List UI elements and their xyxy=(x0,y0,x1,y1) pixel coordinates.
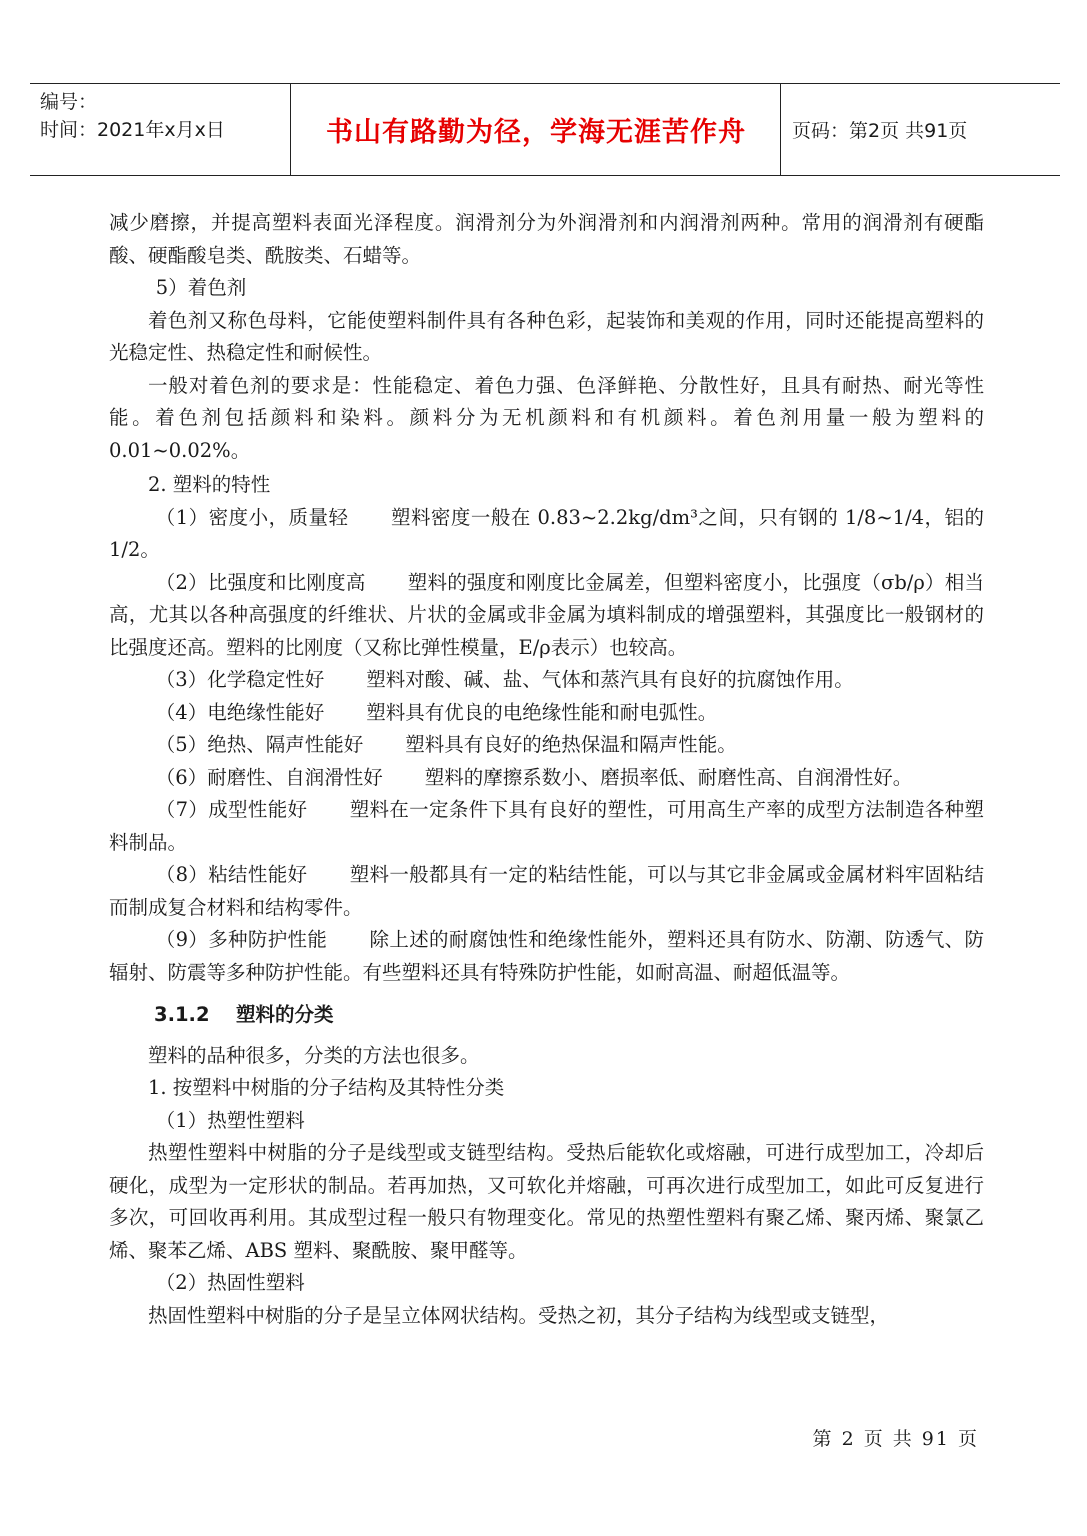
section-heading-classification xyxy=(109,999,984,1032)
property-text: 塑料一般都具有一定的粘结性能，可以与其它非金属或金属材料牢固粘结而制成复合材料和结构零件。 xyxy=(109,863,984,919)
paragraph-thermoplastic: 热塑性塑料中树脂的分子是线型或支链型结构。受热后能软化或熔融，可进行成型加工，冷却后硬化，成型为一定形状的制品。若再加热，又可软化并熔融，可再次进行成型加工，如此可反复进行多次，可回收再利用。其成型过程一般只有物理变化。常见的热塑性塑料有聚乙烯、聚丙烯、聚氯乙烯、聚苯乙烯、ABS 塑料、聚酰胺、聚甲醛等。 xyxy=(109,1141,984,1262)
property-text: 塑料对酸、碱、盐、气体和蒸汽具有良好的抗腐蚀作用。 xyxy=(366,668,854,691)
paragraph-colorant-requirements: 一般对着色剂的要求是：性能稳定、着色力强、色泽鲜艳、分散性好，且具有耐热、耐光等性能。着色剂包括颜料和染料。颜料分为无机颜料和有机颜料。着色剂用量一般为塑料的 0.01~0.02%。 xyxy=(109,373,984,462)
paragraph-colorant-definition: 着色剂又称色母料，它能使塑料制件具有各种色彩，起装饰和美观的作用，同时还能提高塑料的光稳定性、热稳定性和耐候性。 xyxy=(109,308,984,364)
property-title: （9）多种防护性能 xyxy=(155,928,328,951)
property-item xyxy=(109,924,984,989)
property-title: （5）绝热、隔声性能好 xyxy=(155,733,364,756)
section-number: 3.1.2 xyxy=(154,1003,210,1026)
page-header xyxy=(30,83,1060,176)
property-item xyxy=(109,697,984,730)
property-title: （3）化学稳定性好 xyxy=(155,668,325,691)
property-text: 塑料在一定条件下具有良好的塑性，可用高生产率的成型方法制造各种塑料制品。 xyxy=(109,798,984,854)
property-text: 塑料具有优良的电绝缘性能和耐电弧性。 xyxy=(366,700,718,724)
property-title: （6）耐磨性、自润滑性好 xyxy=(155,765,383,789)
property-text: 塑料具有良好的绝热保温和隔声性能。 xyxy=(405,733,737,756)
item-colorant-title: 5）着色剂 xyxy=(155,276,247,299)
property-text: 除上述的耐腐蚀性和绝缘性能外，塑料还具有防水、防潮、防透气、防辐射、防震等多种防护性能。有些塑料还具有特殊防护性能，如耐高温、耐超低温等。 xyxy=(109,928,984,984)
property-title: （7）成型性能好 xyxy=(155,798,308,821)
subsection-title-thermoplastic: （1）热塑性塑料 xyxy=(155,1108,305,1132)
property-text: 塑料的强度和刚度比金属差，但塑料密度小，比强度（σb/ρ）相当高，尤其以各种高强度的纤维状、片状的金属或非金属为填料制成的增强塑料，其强度比一般钢材的比强度还高。塑料的比刚度（又称比弹性模量，E/ρ表示）也较高。 xyxy=(109,570,984,659)
header-motto: 书山有路勤为径，学海无涯苦作舟 xyxy=(326,117,746,148)
property-title: （2）比强度和比刚度高 xyxy=(155,570,366,594)
header-divider-right xyxy=(780,84,781,175)
paragraph-lubricant: 减少磨擦，并提高塑料表面光泽程度。润滑剂分为外润滑剂和内润滑剂两种。常用的润滑剂有硬酯酸、硬酯酸皂类、酰胺类、石蜡等。 xyxy=(109,211,984,267)
property-item xyxy=(109,859,984,924)
document-body xyxy=(109,207,984,1332)
property-item xyxy=(109,794,984,859)
property-item xyxy=(109,502,984,567)
header-page-number: 页码：第2页 共91页 xyxy=(792,120,968,142)
property-title: （8）粘结性能好 xyxy=(155,863,308,886)
property-title: （4）电绝缘性能好 xyxy=(155,700,325,724)
property-text: 塑料的摩擦系数小、磨损率低、耐磨性高、自润滑性好。 xyxy=(424,765,913,789)
paragraph-classification-intro: 塑料的品种很多，分类的方法也很多。 xyxy=(148,1043,480,1067)
section-title: 塑料的分类 xyxy=(236,1003,334,1026)
document-time-label: 时间：2021年x月x日 xyxy=(40,119,225,141)
property-item xyxy=(109,729,984,762)
document-number-label: 编号： xyxy=(40,91,98,113)
subsection-title-thermoset: （2）热固性塑料 xyxy=(155,1271,305,1294)
property-text: 塑料密度一般在 0.83~2.2kg/dm³之间，只有钢的 1/8~1/4，铝的 1/2。 xyxy=(109,505,984,561)
property-title: （1）密度小，质量轻 xyxy=(155,505,349,529)
property-item xyxy=(109,567,984,665)
header-divider-left xyxy=(290,84,291,175)
subsection-title-structure: 1. 按塑料中树脂的分子结构及其特性分类 xyxy=(148,1076,505,1099)
property-item xyxy=(109,664,984,697)
property-item xyxy=(109,762,984,795)
page-footer: 第 2 页 共 91 页 xyxy=(812,1428,979,1450)
paragraph-thermoset: 热固性塑料中树脂的分子是呈立体网状结构。受热之初，其分子结构为线型或支链型， xyxy=(148,1303,890,1327)
header-meta xyxy=(40,88,290,144)
section-properties-title: 2. 塑料的特性 xyxy=(148,473,271,496)
